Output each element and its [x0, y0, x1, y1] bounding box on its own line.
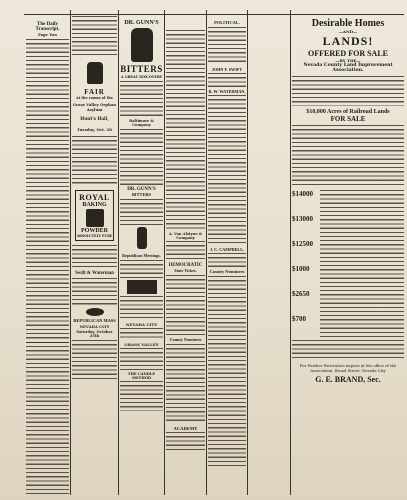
- royal-ad: [75, 190, 114, 241]
- column-rule: [164, 10, 165, 495]
- listing-row: [292, 315, 404, 337]
- body-text-block: [166, 432, 205, 452]
- column-rule: [247, 10, 248, 495]
- bitters-bottle-icon: [131, 28, 153, 62]
- body-text-block: [120, 348, 163, 370]
- column-rule: [118, 10, 119, 495]
- gunn2-sub: BITTERS: [131, 192, 152, 197]
- body-text-block: [72, 245, 117, 267]
- baking-powder-can-icon: [86, 209, 104, 227]
- listing-row: [292, 290, 404, 312]
- column-2: [72, 10, 117, 380]
- column-5: [208, 10, 246, 466]
- democratic-head: DEMOCRATIC: [168, 263, 203, 268]
- gunn-sub-2: Baltimore & Company: [129, 119, 154, 127]
- subhead: Page Two: [38, 33, 57, 37]
- fair-line: Tuesday, Oct. 28: [77, 127, 112, 132]
- academy-head: ACADEMY: [173, 426, 198, 431]
- bitters-title: BITTERS: [120, 64, 163, 74]
- gunn-sub: A GREAT DISCOVERY: [120, 75, 163, 79]
- price-5: $2650: [292, 290, 310, 298]
- price-6: $700: [292, 315, 306, 323]
- price-3: $12500: [292, 240, 313, 248]
- engraving-illustration: [127, 280, 157, 294]
- county-nominees: County Nominees: [169, 337, 202, 342]
- royal-sub: BAKING: [82, 202, 107, 208]
- listing-text: [320, 290, 404, 312]
- fair-line: At the rooms of the: [76, 96, 113, 100]
- pointing-hand-icon: [137, 227, 147, 249]
- ad-by: —BY THE—: [335, 58, 361, 63]
- divider: [26, 342, 69, 343]
- swift-name: JOHN F. SWIFT: [211, 67, 243, 72]
- fair-line: Hunt's Hall,: [80, 116, 109, 121]
- body-text-block: [72, 278, 117, 306]
- body-text-block: [72, 16, 117, 56]
- rep-mass: REPUBLICAN MASS: [73, 318, 116, 323]
- body-text-block: [166, 344, 205, 424]
- price-1: $14000: [292, 190, 313, 198]
- body-text-block: [120, 199, 163, 225]
- state-ticket: State Ticket.: [174, 268, 197, 273]
- gunn2-title: DR. GUNN'S: [127, 187, 156, 192]
- body-text-block: [166, 30, 205, 230]
- ad-title-1: Desirable Homes: [311, 18, 385, 29]
- campbell-name: J. C. CAMPBELL,: [209, 247, 245, 252]
- listing-text: [320, 215, 404, 237]
- body-text-block: [120, 260, 163, 278]
- grass-valley: GRASS VALLEY: [124, 342, 159, 347]
- body-text-block: [72, 136, 117, 186]
- listing-row: [292, 265, 404, 287]
- rep-nevada: NEVADA CITY: [79, 324, 110, 329]
- masthead: The Daily Transcript.: [35, 22, 60, 32]
- listing-row: [292, 215, 404, 237]
- ad-title-3: OFFERED FOR SALE: [307, 49, 388, 58]
- land-advertisement: [292, 10, 404, 384]
- ad-footer-2: G. E. BRAND, Sec.: [315, 375, 381, 384]
- royal-title: ROYAL: [79, 193, 110, 202]
- listing-text: [320, 315, 404, 337]
- column-4: [166, 10, 205, 452]
- body-text-block: [120, 328, 163, 340]
- body-text-block: [120, 381, 163, 411]
- column-3: [120, 10, 163, 411]
- body-text-block: [292, 76, 404, 106]
- body-text-block: [292, 125, 404, 187]
- listing-text: [320, 240, 404, 262]
- royal-powder: POWDER: [81, 228, 108, 234]
- county-nominees-5: County Nominees: [209, 269, 245, 274]
- swift-waterman-title: Swift & Waterman: [75, 271, 114, 276]
- listing-row: [292, 240, 404, 262]
- waterman-name: R. W. WATERMAN,: [208, 89, 246, 94]
- ad-title-2: LANDS!: [322, 34, 374, 48]
- body-text-block: [208, 253, 246, 267]
- ad-acres: $10,000 Acres of Railroad Lands: [306, 109, 390, 115]
- political-head: POLITICAL.: [214, 20, 240, 25]
- column-rule: [206, 10, 207, 495]
- ad-assoc: Nevada County Land Improvement Association.: [303, 63, 393, 73]
- rep-date: Saturday, October 25th: [76, 330, 113, 338]
- body-text-block: [208, 276, 246, 466]
- body-text-block: [26, 39, 69, 339]
- royal-tag: ABSOLUTELY PURE: [76, 234, 113, 238]
- body-text-block: [120, 81, 163, 117]
- ad-footer-1: For Further Particulars inquire at the office of the Association, Broad Street, Nevada City: [299, 363, 397, 373]
- gunn-title: DR. GUNN'S: [124, 20, 159, 26]
- eagle-icon: [86, 308, 104, 316]
- rep-meetings: Republican Meetings.: [122, 253, 161, 258]
- nevada-city: NEVADA CITY: [125, 322, 158, 327]
- body-text-block: [208, 95, 246, 245]
- body-text-block: [120, 129, 163, 185]
- body-text-block: [120, 296, 163, 320]
- ad-for-sale: FOR SALE: [330, 115, 366, 123]
- price-2: $13000: [292, 215, 313, 223]
- van-alstyne: A. Van Alstyne & Company: [168, 232, 203, 240]
- body-text-block: [208, 27, 246, 65]
- column-1: [26, 10, 69, 496]
- listing-text: [320, 190, 404, 212]
- hand-illustration: [87, 62, 103, 84]
- column-rule: [70, 10, 71, 495]
- column-rule: [290, 10, 291, 495]
- body-text-block: [166, 275, 205, 335]
- body-text-block: [208, 73, 246, 87]
- body-text-block: [72, 340, 117, 380]
- body-text-block: [166, 241, 205, 261]
- price-4: $1000: [292, 265, 310, 273]
- body-text-block: [292, 340, 404, 360]
- fair-title: FAIR: [84, 88, 105, 96]
- body-text-block: [26, 346, 69, 496]
- listing-row: [292, 190, 404, 212]
- candles: THE CANDLE METHOD: [127, 372, 156, 380]
- ad-and: —AND—: [338, 29, 358, 34]
- fair-line: Grass Valley Orphan Asylum: [72, 102, 117, 112]
- listing-text: [320, 265, 404, 287]
